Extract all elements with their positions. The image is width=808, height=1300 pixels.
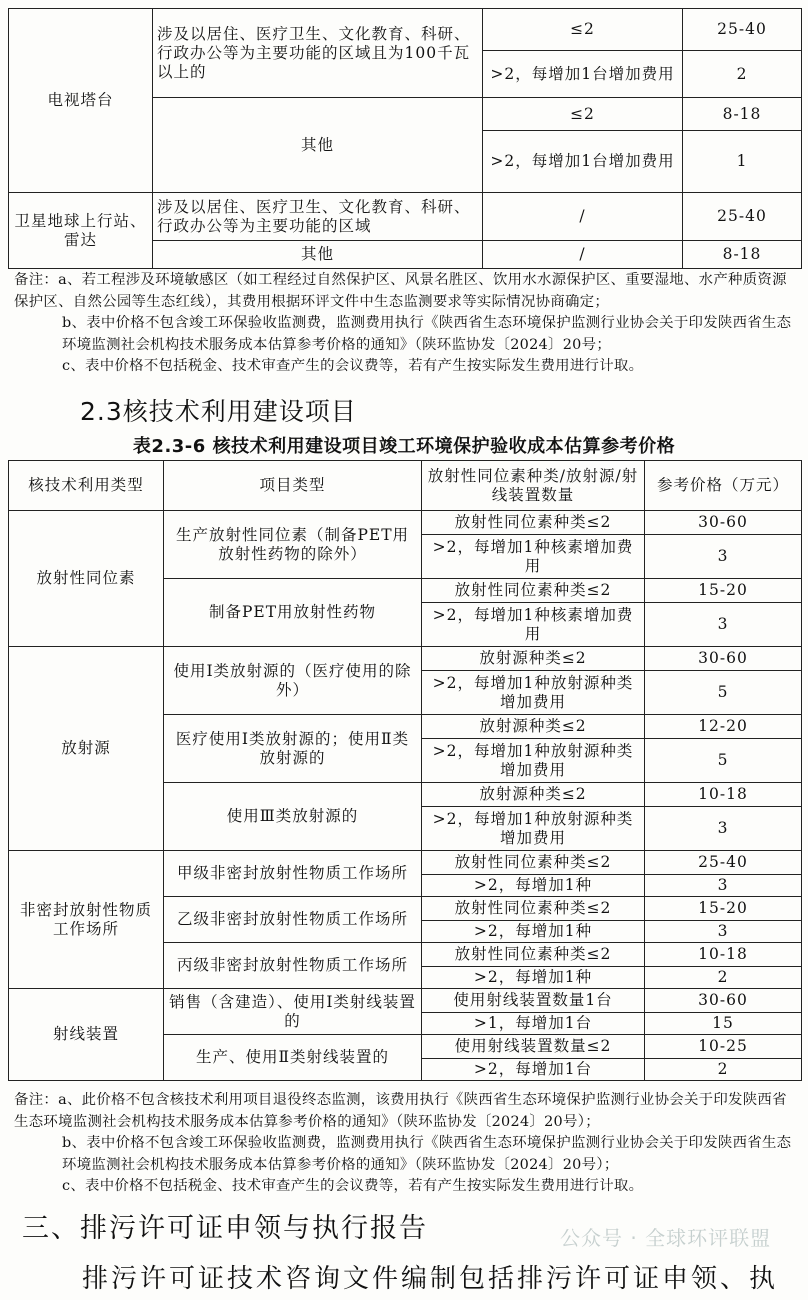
price-cell: 2 bbox=[645, 1059, 802, 1081]
price-cell: 25-40 bbox=[683, 9, 802, 51]
qty-cell: >1，每增加1台 bbox=[422, 1013, 645, 1035]
category-cell: 电视塔台 bbox=[9, 9, 153, 193]
qty-cell: >2，每增加1台增加费用 bbox=[483, 131, 683, 193]
qty-cell: >2，每增加1台 bbox=[422, 1059, 645, 1081]
price-cell: 30-60 bbox=[645, 647, 802, 671]
price-cell: 10-18 bbox=[645, 943, 802, 967]
price-cell: 5 bbox=[645, 739, 802, 783]
qty-cell: 放射源种类≤2 bbox=[422, 647, 645, 671]
price-cell: 8-18 bbox=[683, 241, 802, 269]
price-cell: 3 bbox=[645, 603, 802, 647]
column-header: 放射性同位素种类/放射源/射线装置数量 bbox=[422, 461, 645, 511]
section-title: 2.3核技术利用建设项目 bbox=[80, 397, 357, 426]
category-cell: 非密封放射性物质工作场所 bbox=[9, 851, 164, 989]
qty-cell: 放射源种类≤2 bbox=[422, 715, 645, 739]
qty-cell: >2，每增加1种核素增加费用 bbox=[422, 603, 645, 647]
qty-cell: ≤2 bbox=[483, 9, 683, 51]
price-cell: 10-18 bbox=[645, 783, 802, 807]
price-cell: 3 bbox=[645, 807, 802, 851]
table-radio-tv bbox=[8, 8, 802, 269]
type-cell: 制备PET用放射性药物 bbox=[164, 579, 422, 647]
price-cell: 3 bbox=[645, 535, 802, 579]
price-cell: 30-60 bbox=[645, 989, 802, 1013]
type-cell: 甲级非密封放射性物质工作场所 bbox=[164, 851, 422, 897]
price-cell: 15-20 bbox=[645, 579, 802, 603]
qty-cell: 放射性同位素种类≤2 bbox=[422, 579, 645, 603]
qty-cell: 放射性同位素种类≤2 bbox=[422, 943, 645, 967]
note-line: 备注：a、若工程涉及环境敏感区（如工程经过自然保护区、风景名胜区、饮用水水源保护区、重要湿地、水产种质资源保护区、自然公园等生态红线），其费用根据环评文件中生态监测要求等实际情况协商确定； bbox=[14, 272, 787, 310]
column-header: 项目类型 bbox=[164, 461, 422, 511]
type-cell: 生产、使用Ⅱ类射线装置的 bbox=[164, 1035, 422, 1081]
price-cell: 15 bbox=[645, 1013, 802, 1035]
category-cell: 射线装置 bbox=[9, 989, 164, 1081]
price-cell: 3 bbox=[645, 921, 802, 943]
qty-cell: >2，每增加1种核素增加费用 bbox=[422, 535, 645, 579]
price-cell: 5 bbox=[645, 671, 802, 715]
type-cell: 使用Ⅲ类放射源的 bbox=[164, 783, 422, 851]
qty-cell: 放射源种类≤2 bbox=[422, 783, 645, 807]
area-cell: 涉及以居住、医疗卫生、文化教育、科研、行政办公等为主要功能的区域 bbox=[153, 193, 483, 241]
type-cell: 丙级非密封放射性物质工作场所 bbox=[164, 943, 422, 989]
area-cell: 其他 bbox=[153, 98, 483, 193]
qty-cell: >2，每增加1种放射源种类增加费用 bbox=[422, 739, 645, 783]
qty-cell: 使用射线装置数量1台 bbox=[422, 989, 645, 1013]
note-line: c、表中价格不包括税金、技术审查产生的会议费等，若有产生按实际发生费用进行计取。 bbox=[62, 1178, 644, 1194]
type-cell: 销售（含建造）、使用Ⅰ类射线装置的 bbox=[164, 989, 422, 1035]
type-cell: 乙级非密封放射性物质工作场所 bbox=[164, 897, 422, 943]
qty-cell: >2，每增加1台增加费用 bbox=[483, 51, 683, 98]
note-line: b、表中价格不包含竣工环保验收监测费，监测费用执行《陕西省生态环境保护监测行业协会关于印发陕西省生态环境监测社会机构技术服务成本估算参考价格的通知》（陕环监协发〔2024〕20号； bbox=[62, 315, 792, 353]
table-caption: 表2.3-6 核技术利用建设项目竣工环境保护验收成本估算参考价格 bbox=[132, 436, 676, 457]
note-line: 备注：a、此价格不包含核技术利用项目退役终态监测，该费用执行《陕西省生态环境保护监测行业协会关于印发陕西省生态环境监测社会机构技术服务成本估算参考价格的通知》（陕环监协发〔2024〕20号）； bbox=[14, 1092, 787, 1130]
area-cell: 其他 bbox=[153, 241, 483, 269]
price-cell: 15-20 bbox=[645, 897, 802, 921]
note-line: b、表中价格不包含竣工环保验收监测费，监测费用执行《陕西省生态环境保护监测行业协会关于印发陕西省生态环境监测社会机构技术服务成本估算参考价格的通知》（陕环监协发〔2024〕20号）； bbox=[62, 1135, 792, 1173]
qty-cell: >2，每增加1种 bbox=[422, 921, 645, 943]
qty-cell: 使用射线装置数量≤2 bbox=[422, 1035, 645, 1059]
qty-cell: ≤2 bbox=[483, 98, 683, 131]
category-cell: 放射源 bbox=[9, 647, 164, 851]
note-line: c、表中价格不包括税金、技术审查产生的会议费等，若有产生按实际发生费用进行计取。 bbox=[62, 358, 644, 374]
column-header: 核技术利用类型 bbox=[9, 461, 164, 511]
section-heading: 三、排污许可证申领与执行报告 bbox=[22, 1213, 428, 1244]
qty-cell: >2，每增加1种放射源种类增加费用 bbox=[422, 671, 645, 715]
qty-cell: / bbox=[483, 193, 683, 241]
qty-cell: 放射性同位素种类≤2 bbox=[422, 851, 645, 875]
price-cell: 2 bbox=[645, 967, 802, 989]
price-cell: 25-40 bbox=[645, 851, 802, 875]
table-notes bbox=[14, 1090, 798, 1198]
type-cell: 使用Ⅰ类放射源的（医疗使用的除外） bbox=[164, 647, 422, 715]
body-paragraph: 排污许可证技术咨询文件编制包括排污许可证申领、执 bbox=[82, 1264, 779, 1294]
price-cell: 25-40 bbox=[683, 193, 802, 241]
table-nuclear-tech bbox=[8, 460, 802, 1081]
watermark: 公众号 · 全球环评联盟 bbox=[560, 1226, 772, 1250]
price-cell: 10-25 bbox=[645, 1035, 802, 1059]
category-cell: 放射性同位素 bbox=[9, 511, 164, 647]
price-cell: 30-60 bbox=[645, 511, 802, 535]
price-cell: 2 bbox=[683, 51, 802, 98]
price-cell: 3 bbox=[645, 875, 802, 897]
qty-cell: / bbox=[483, 241, 683, 269]
qty-cell: 放射性同位素种类≤2 bbox=[422, 511, 645, 535]
column-header: 参考价格（万元） bbox=[645, 461, 802, 511]
qty-cell: >2，每增加1种 bbox=[422, 967, 645, 989]
type-cell: 生产放射性同位素（制备PET用放射性药物的除外） bbox=[164, 511, 422, 579]
price-cell: 8-18 bbox=[683, 98, 802, 131]
area-cell: 涉及以居住、医疗卫生、文化教育、科研、行政办公等为主要功能的区域且为100千瓦以上的 bbox=[153, 9, 483, 98]
qty-cell: >2，每增加1种 bbox=[422, 875, 645, 897]
category-cell: 卫星地球上行站、雷达 bbox=[9, 193, 153, 269]
table-notes bbox=[14, 270, 798, 378]
price-cell: 12-20 bbox=[645, 715, 802, 739]
type-cell: 医疗使用Ⅰ类放射源的；使用Ⅱ类放射源的 bbox=[164, 715, 422, 783]
qty-cell: >2，每增加1种放射源种类增加费用 bbox=[422, 807, 645, 851]
price-cell: 1 bbox=[683, 131, 802, 193]
qty-cell: 放射性同位素种类≤2 bbox=[422, 897, 645, 921]
